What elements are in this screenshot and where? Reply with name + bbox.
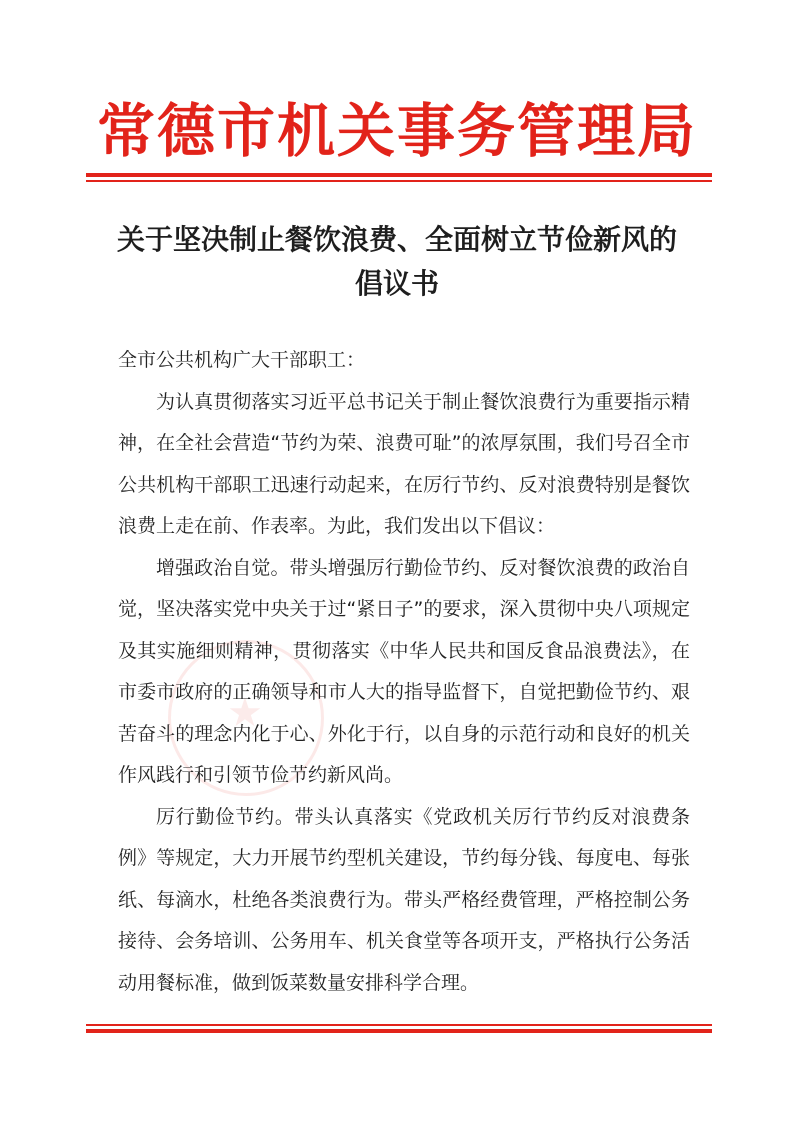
footer-rule-thin (86, 1024, 712, 1026)
paragraph-political-awareness: 增强政治自觉。带头增强厉行勤俭节约、反对餐饮浪费的政治自觉，坚决落实党中央关于过“紧日子”的要求，深入贯彻中央八项规定及其实施细则精神，贯彻落实《中华人民共和国反食品浪费法》，在市委市政府的正确领导和市人大的指导监督下，自觉把勤俭节约、艰苦奋斗的理念内化于心、外化于行，以自身的示范行动和良好的机关作风践行和引领节俭节约新风尚。 (118, 556, 690, 786)
paragraph-intro: 为认真贯彻落实习近平总书记关于制止餐饮浪费行为重要指示精神，在全社会营造“节约为荣、浪费可耻”的浓厚氛围，我们号召全市公共机构干部职工迅速行动起来，在厉行节约、反对浪费特别是餐饮浪费上走在前、作表率。为此，我们发出以下倡议： (118, 390, 690, 537)
document-body (118, 340, 690, 1004)
seal-star-icon: ★ (227, 690, 263, 736)
header-rule-thin (86, 180, 712, 182)
organization-header: 常德市机关事务管理局 (96, 97, 697, 165)
paragraph-thrift: 厉行勤俭节约。带头认真落实《党政机关厉行节约反对浪费条例》等规定，大力开展节约型机关建设，节约每分钱、每度电、每张纸、每滴水，杜绝各类浪费行为。带头严格经费管理，严格控制公务接待、会务培训、公务用车、机关食堂等各项开支，严格执行公务活动用餐标准，做到饭菜数量安排科学合理。 (118, 805, 690, 994)
header-rule-thick (86, 173, 712, 177)
document-title-line1: 关于坚决制止餐饮浪费、全面树立节俭新风的 (116, 223, 677, 256)
document-title-line2: 倡议书 (354, 267, 439, 300)
salutation: 全市公共机构广大干部职工： (118, 349, 366, 371)
footer-rule-thick (86, 1029, 712, 1033)
